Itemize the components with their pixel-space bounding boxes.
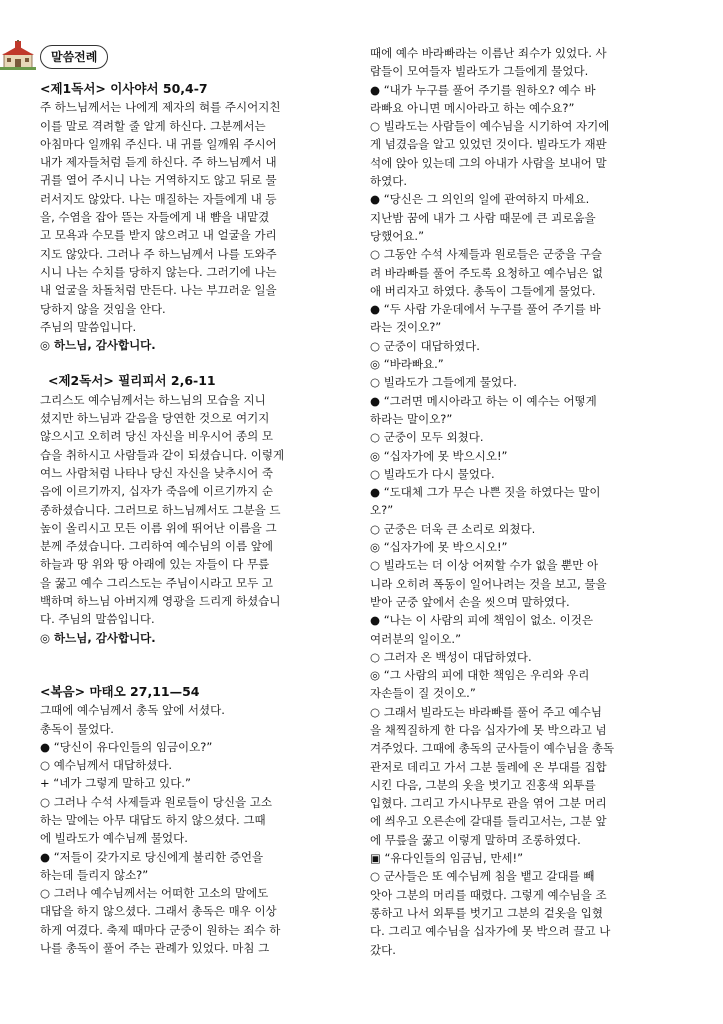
- gospel-line: 대답을 하지 않으셨다. 그래서 총독은 매우 이상: [40, 904, 277, 919]
- gospel-line: ◎ “그 사람의 피에 대한 책임은 우리와 우리: [370, 668, 590, 683]
- gospel-line: 나를 총독이 풀어 주는 관례가 있었다. 마침 그: [40, 941, 270, 956]
- first-reading-line: 주님의 말씀입니다.: [40, 319, 137, 334]
- gospel-line: 그때에 예수님께서 총독 앞에 서셨다.: [40, 703, 225, 718]
- gospel-line: ● “저들이 갖가지로 당신에게 불리한 증언을: [40, 849, 264, 864]
- gospel-line: ◎ “십자가에 못 박으시오!”: [370, 448, 508, 463]
- gospel-text-left: [40, 701, 360, 957]
- gospel-text-right: [370, 44, 690, 959]
- left-column: [40, 80, 360, 957]
- second-reading-heading: [40, 372, 360, 390]
- gospel-line: 하게 여겼다. 축제 때마다 군중이 원하는 죄수 하: [40, 922, 281, 937]
- church-icon: [0, 40, 36, 70]
- gospel-line: 총독이 물었다.: [40, 721, 114, 736]
- gospel-line: 시킨 다음, 그분의 옷을 벗기고 진홍색 외투를: [370, 777, 596, 792]
- gospel-line: 관저로 데리고 가서 그분 둘레에 온 부대를 집합: [370, 759, 607, 774]
- gospel-line: 받아 군중 앞에서 손을 씻으며 말하였다.: [370, 594, 570, 609]
- gospel-line: ○ 빌라도는 사람들이 예수님을 시기하여 자기에: [370, 119, 610, 134]
- gospel-line: 을 채찍질하게 한 다음 십자가에 못 박으라고 넘: [370, 722, 607, 737]
- gospel-line: 하는 말에는 아무 대답도 하지 않으셨다. 그때: [40, 812, 266, 827]
- gospel-line: ○ 그래서 빌라도는 바라빠를 풀어 주고 예수님: [370, 704, 602, 719]
- gospel-line: ○ 빌라도가 그들에게 물었다.: [370, 375, 517, 390]
- second-reading-line: 종하셨습니다. 그러므로 하느님께서도 그분을 드: [40, 502, 281, 517]
- gospel-line: ● “나는 이 사람의 피에 책임이 없소. 이것은: [370, 613, 593, 628]
- first-reading-line: 내가 제자들처럼 듣게 하신다. 주 하느님께서 내: [40, 155, 277, 170]
- gospel-line: 애 버리자고 하였다. 총독이 그들에게 물었다.: [370, 283, 596, 298]
- gospel-line: ○ 군중이 모두 외쳤다.: [370, 430, 484, 445]
- gospel-line: ◎ “바라빠요.”: [370, 357, 444, 372]
- first-reading-line: 고 모욕과 수모를 받지 않으려고 내 얼굴을 가리: [40, 228, 277, 243]
- gospel-line: 지난밤 꿈에 내가 그 사람 때문에 큰 괴로움을: [370, 210, 596, 225]
- gospel-line: ● “내가 누구를 풀어 주기를 원하오? 예수 바: [370, 82, 596, 97]
- gospel-line: 하였다.: [370, 174, 407, 189]
- second-reading-line: 그리스도 예수님께서는 하느님의 모습을 지니: [40, 392, 266, 407]
- right-column: [370, 44, 690, 959]
- gospel-line: ○ 그러나 예수님께서는 어떠한 고소의 말에도: [40, 886, 269, 901]
- gospel-line: 려 바라빠를 풀어 주도록 요청하고 예수님은 없: [370, 265, 604, 280]
- first-reading-line: 시니 나는 수치를 당하지 않는다. 그러기에 나는: [40, 264, 277, 279]
- gospel-line: ● “당신이 유다인들의 임금이오?”: [40, 739, 213, 754]
- gospel-line: 때에 예수 바라빠라는 이름난 죄수가 있었다. 사: [370, 46, 607, 60]
- second-reading-line: 백하며 하느님 아버지께 영광을 드리게 하셨습니: [40, 594, 281, 609]
- second-reading-text: [40, 391, 360, 629]
- first-reading-heading: [40, 80, 360, 98]
- second-reading-line: 높이 올리시고 모든 이름 위에 뛰어난 이름을 그: [40, 520, 277, 535]
- gospel-line: 에 씌우고 오른손에 갈대를 들리고서는, 그분 앞: [370, 814, 607, 829]
- first-reading-text: [40, 98, 360, 336]
- first-reading-line: 이를 말로 격려할 줄 알게 하신다. 그분께서는: [40, 118, 266, 133]
- gospel-line: 다. 그리고 예수님을 십자가에 못 박으려 끌고 나: [370, 924, 611, 939]
- second-reading-response: ◎ 하느님, 감사합니다.: [40, 630, 156, 645]
- first-reading-response: ◎ 하느님, 감사합니다.: [40, 338, 156, 353]
- gospel-line: 갔다.: [370, 942, 396, 957]
- first-reading-line: 을, 수염을 잡아 뜯는 자들에게 내 뺨을 내맡겼: [40, 210, 270, 225]
- first-reading-label: <제1독서>: [40, 81, 106, 96]
- second-reading-label: <제2독서>: [48, 373, 114, 389]
- first-reading-reference: 이사야서 50,4-7: [110, 81, 208, 96]
- first-reading-line: 당하지 않을 것임을 안다.: [40, 301, 166, 316]
- gospel-line: 하는데 들리지 않소?”: [40, 867, 149, 882]
- gospel-line: ● “도대체 그가 무슨 나쁜 짓을 하였다는 말이: [370, 485, 601, 500]
- gospel-line: ● “그러면 메시아라고 하는 이 예수는 어떻게: [370, 393, 597, 408]
- gospel-line: 당했어요.”: [370, 228, 425, 243]
- gospel-line: ○ 빌라도가 다시 물었다.: [370, 466, 495, 481]
- gospel-line: 에 빌라도가 예수님께 물었다.: [40, 831, 188, 846]
- second-reading-line: 셨지만 하느님과 같음을 당연한 것으로 여기지: [40, 411, 270, 426]
- gospel-line: ○ 그동안 수석 사제들과 원로들은 군중을 구슬: [370, 247, 602, 262]
- gospel-line: 롱하고 나서 외투를 벗기고 그분의 겉옷을 입혔: [370, 905, 604, 920]
- second-reading-line: 음에 이르기까지, 십자가 죽음에 이르기까지 순: [40, 484, 274, 499]
- second-reading-line: 을 꿇고 예수 그리스도는 주님이시라고 모두 고: [40, 575, 274, 590]
- second-reading-line: 하늘과 땅 위와 땅 아래에 있는 자들이 다 무릎: [40, 557, 270, 572]
- gospel-line: 앗아 그분의 머리를 때렸다. 그렇게 예수님을 조: [370, 887, 607, 902]
- gospel-line: 라빠요 아니면 메시아라고 하는 예수요?”: [370, 100, 575, 115]
- gospel-line: 하라는 말이오?”: [370, 411, 453, 426]
- gospel-line: 입혔다. 그리고 가시나무로 관을 엮어 그분 머리: [370, 796, 607, 811]
- gospel-line: 람들이 모여들자 빌라도가 그들에게 물었다.: [370, 64, 589, 79]
- gospel-line: 라는 것이오?”: [370, 320, 442, 335]
- gospel-line: ● “두 사람 가운데에서 누구를 풀어 주기를 바: [370, 302, 601, 317]
- section-title: 말씀전례: [40, 45, 108, 69]
- first-reading-line: 내 얼굴을 차돌처럼 만든다. 나는 부끄러운 일을: [40, 283, 277, 298]
- gospel-line: ○ 그러자 온 백성이 대답하였다.: [370, 649, 532, 664]
- gospel-label: <복음>: [40, 683, 86, 699]
- gospel-line: 겨주었다. 그때에 총독의 군사들이 예수님을 총독: [370, 741, 615, 756]
- gospel-line: ◎ “십자가에 못 박으시오!”: [370, 540, 508, 555]
- second-reading-reference: 필리피서 2,6-11: [118, 373, 216, 389]
- gospel-reference: 마태오 27,11—54: [89, 683, 200, 699]
- gospel-line: + “네가 그렇게 말하고 있다.”: [40, 776, 191, 791]
- gospel-line: ○ 그러나 수석 사제들과 원로들이 당신을 고소: [40, 794, 272, 809]
- gospel-heading: [40, 683, 360, 701]
- gospel-line: 석에 앉아 있는데 그의 아내가 사람을 보내어 말: [370, 155, 607, 170]
- first-reading-line: 지도 않았다. 그러나 주 하느님께서 나를 도와주: [40, 246, 277, 261]
- gospel-line: ▣ “유다인들의 임금님, 만세!”: [370, 851, 524, 866]
- gospel-line: ○ 예수님께서 대답하셨다.: [40, 758, 173, 773]
- first-reading-line: 아침마다 일깨워 주신다. 내 귀를 일깨워 주시어: [40, 136, 277, 151]
- gospel-line: 니라 오히려 폭동이 일어나려는 것을 보고, 물을: [370, 576, 607, 591]
- first-reading-line: 귀를 열어 주시니 나는 거역하지도 않고 뒤로 물: [40, 173, 277, 188]
- second-reading-line: 않으시고 오히려 당신 자신을 비우시어 종의 모: [40, 429, 274, 444]
- second-reading-line: 다. 주님의 말씀입니다.: [40, 612, 155, 627]
- second-reading-line: 습을 취하시고 사람들과 같이 되셨습니다. 이렇게: [40, 447, 285, 462]
- gospel-line: 게 넘겼음을 알고 있었던 것이다. 빌라도가 재판: [370, 137, 607, 152]
- gospel-line: ● “당신은 그 의인의 일에 관여하지 마세요.: [370, 192, 590, 207]
- gospel-line: 자손들이 질 것이오.”: [370, 686, 476, 701]
- gospel-line: ○ 군사들은 또 예수님께 침을 뱉고 갈대를 빼: [370, 869, 595, 884]
- gospel-line: ○ 빌라도는 더 이상 어찌할 수가 없을 뿐만 아: [370, 558, 599, 573]
- gospel-line: 여러분의 일이오.”: [370, 631, 462, 646]
- second-reading-line: 분께 주셨습니다. 그리하여 예수님의 이름 앞에: [40, 539, 274, 554]
- first-reading-line: 주 하느님께서는 나에게 제자의 혀를 주시어지친: [40, 100, 281, 115]
- gospel-line: ○ 군중이 대답하였다.: [370, 338, 480, 353]
- gospel-line: 에 무릎을 꿇고 이렇게 말하며 조롱하였다.: [370, 832, 581, 847]
- gospel-line: 오?”: [370, 503, 394, 518]
- second-reading-line: 여느 사람처럼 나타나 당신 자신을 낮추시어 죽: [40, 465, 274, 480]
- gospel-line: ○ 군중은 더욱 큰 소리로 외쳤다.: [370, 521, 536, 536]
- first-reading-line: 러서지도 않았다. 나는 매질하는 자들에게 내 등: [40, 191, 277, 206]
